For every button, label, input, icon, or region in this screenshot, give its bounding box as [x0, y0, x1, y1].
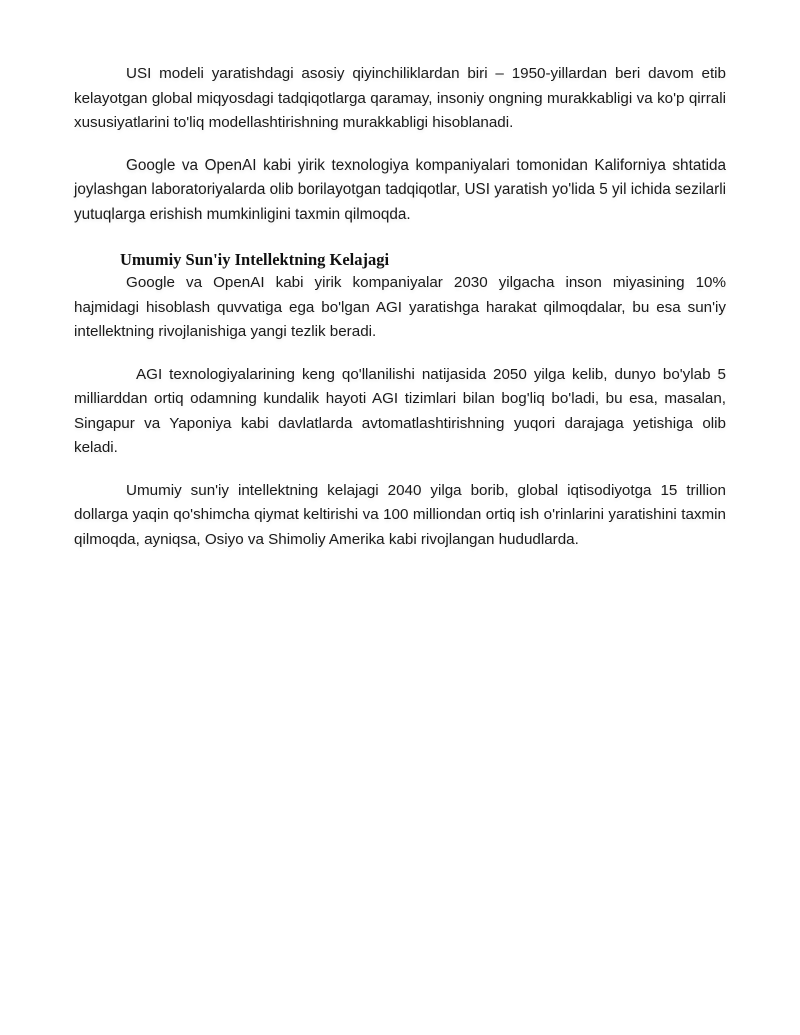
- document-page: [74, 62, 726, 552]
- paragraph-tech-companies: Google va OpenAI kabi yirik texnologiya kompaniyalari tomonidan Kaliforniya shtatida joylashgan laboratoriyalarda olib borilayotgan tadqiqotlar, USI yaratish yo'lida 5 yil ichida sezilarli yutuqlarga erishish mumkinligini taxmin qilmoqda.: [74, 156, 726, 223]
- paragraph-agi-2030: Google va OpenAI kabi yirik kompaniyalar 2030 yilgacha inson miyasining 10% hajmidagi hisoblash quvvatiga ega bo'lgan AGI yaratishga harakat qilmoqdalar, bu esa sun'iy intellektning rivojlanishiga yangi tezlik beradi.: [74, 274, 726, 340]
- section-heading: Umumiy Sun'iy Intellektning Kelajagi: [120, 250, 390, 269]
- paragraph-usi-challenges: USI modeli yaratishdagi asosiy qiyinchiliklardan biri – 1950-yillardan beri davom etib kelayotgan global miqyosdagi tadqiqotlarga qaramay, insoniy ongning murakkabligi va ko'p qirrali xususiyatlarini to'liq modellashtirishning murakkabligi hisoblanadi.: [74, 65, 726, 131]
- paragraph-agi-2050: AGI texnologiyalarining keng qo'llanilishi natijasida 2050 yilga kelib, dunyo bo'ylab 5 milliarddan ortiq odamning kundalik hayoti AGI tizimlari bilan bog'liq bo'ladi, bu esa, masalan, Singapur va Yaponiya kabi davlatlarda avtomatlashtirishning yuqori darajaga yetishiga olib keladi.: [74, 365, 726, 456]
- paragraph-agi-economy: Umumiy sun'iy intellektning kelajagi 2040 yilga borib, global iqtisodiyotga 15 trillion dollarga yaqin qo'shimcha qiymat keltirishi va 100 milliondan ortiq ish o'rinlarini yaratishini taxmin qilmoqda, ayniqsa, Osiyo va Shimoliy Amerika kabi rivojlangan hududlarda.: [74, 481, 726, 548]
